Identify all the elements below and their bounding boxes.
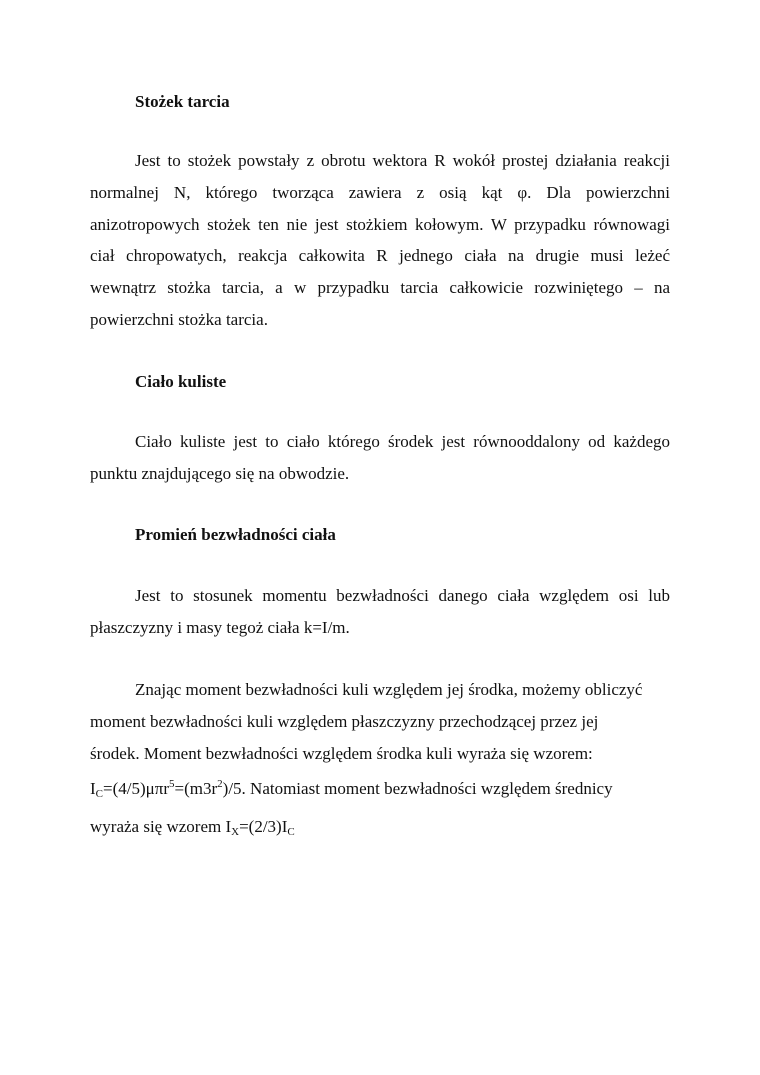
- formula-line-ix: wyraża się wzorem $I_X=(2/3)I_C$: [90, 817, 295, 839]
- paragraph-friction-cone: [90, 145, 670, 336]
- text-line: normalnej N, którego tworząca zawiera z osią kąt φ. Dla powierzchni: [90, 182, 670, 202]
- text-line: Ciało kuliste jest to ciało którego środek jest równooddalony od każdego: [135, 432, 670, 451]
- text-line: środek. Moment bezwładności względem środka kuli wyraża się wzorem:: [90, 743, 593, 763]
- text-line: moment bezwładności kuli względem płaszczyzny przechodzącej przez jej: [90, 711, 599, 731]
- text-line: Znając moment bezwładności kuli względem jej środka, możemy obliczyć: [135, 680, 643, 699]
- text-line: powierzchni stożka tarcia.: [90, 309, 268, 329]
- exponent-5: 5: [169, 778, 175, 791]
- text-line: punktu znajdującego się na obwodzie.: [90, 463, 350, 483]
- subscript-c: C: [287, 826, 295, 839]
- text-line: płaszczyzny i masy tegoż ciała k=I/m.: [90, 617, 350, 637]
- subscript-c: C: [95, 788, 104, 801]
- paragraph-radius-of-gyration: [90, 580, 670, 644]
- formula-line-ic: $I_C=(4/5)\mu\pi r^5=(m3r^2)/5$. Natomiast moment bezwładności względem średnicy: [90, 778, 613, 801]
- heading-friction-cone: Stożek tarcia: [135, 92, 230, 111]
- text-line: Jest to stosunek momentu bezwładności danego ciała względem osi lub: [135, 586, 670, 605]
- text-line: anizotropowych stożek ten nie jest stożkiem kołowym. W przypadku równowagi: [90, 214, 670, 234]
- text-line: Jest to stożek powstały z obrotu wektora R wokół prostej działania reakcji: [135, 151, 670, 170]
- heading-radius-of-gyration: Promień bezwładności ciała: [135, 525, 336, 544]
- heading-spherical-body: Ciało kuliste: [135, 372, 227, 391]
- paragraph-moment-of-inertia: [90, 674, 670, 849]
- text-line: wewnątrz stożka tarcia, a w przypadku tarcia całkowicie rozwiniętego – na: [90, 278, 670, 298]
- paragraph-spherical-body: [90, 426, 670, 490]
- text-line: ciał chropowatych, reakcja całkowita R jednego ciała na drugie musi leżeć: [90, 246, 670, 266]
- subscript-x: X: [231, 826, 240, 839]
- exponent-2: 2: [217, 778, 223, 791]
